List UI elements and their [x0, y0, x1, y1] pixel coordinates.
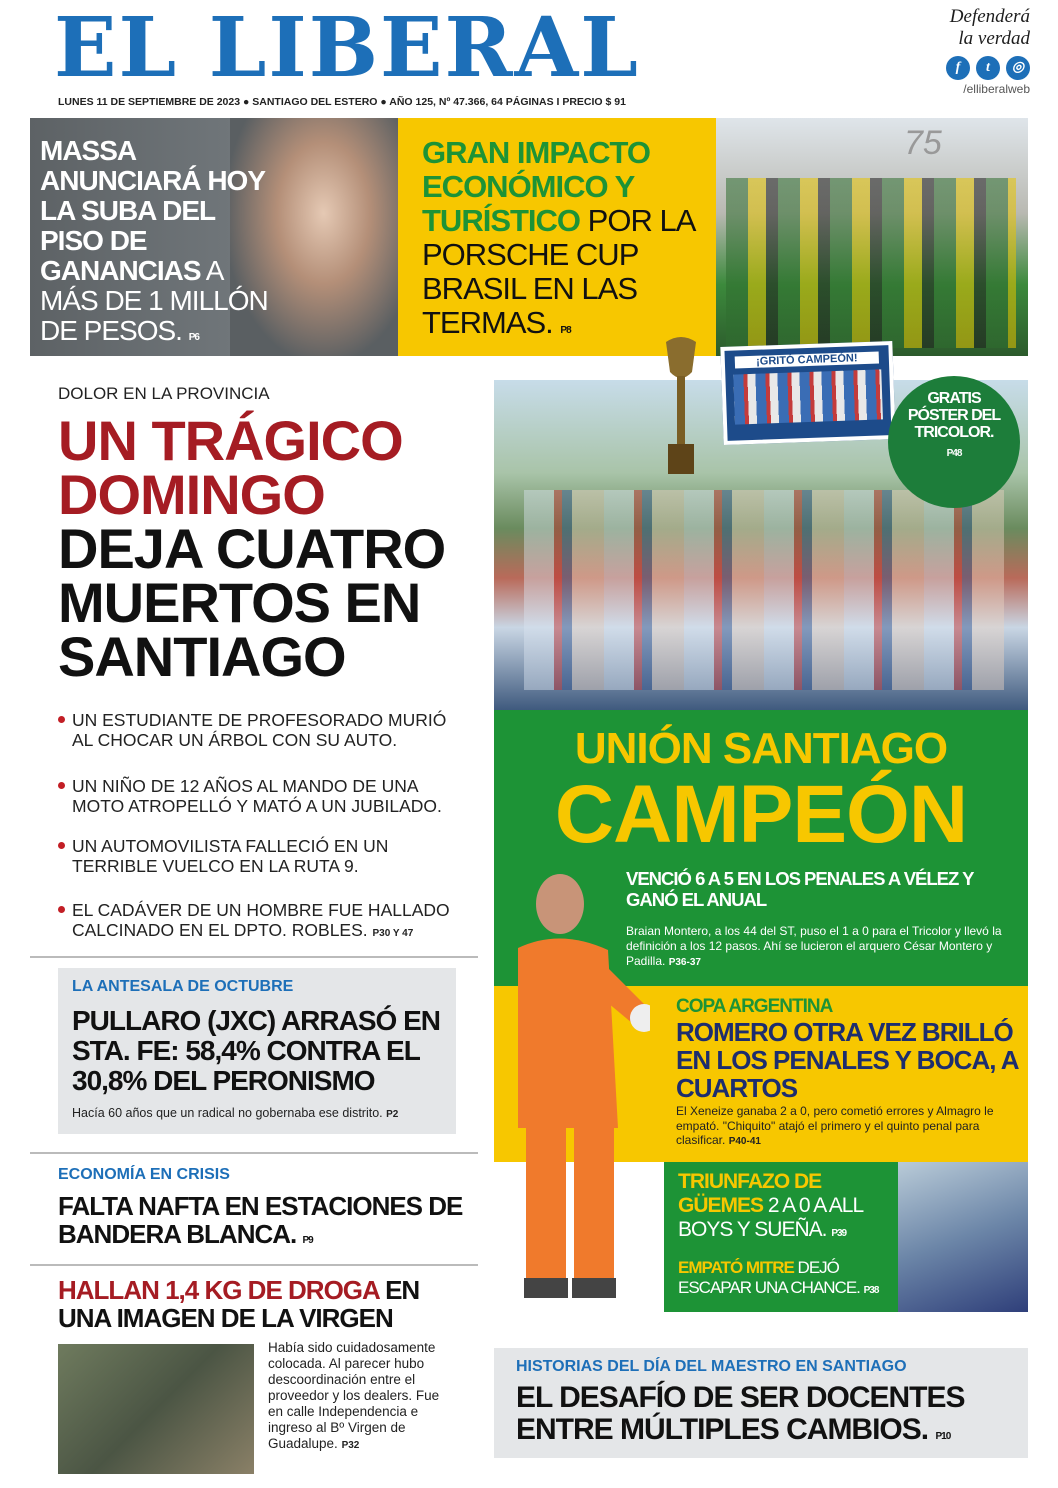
union-page-ref: P36-37: [668, 957, 701, 968]
droga-headline-black: EN UNA IMAGEN DE LA VIRGEN: [58, 1275, 420, 1333]
porsche-headline-dark: POR LA PORSCHE CUP BRASIL EN LAS TERMAS.: [422, 203, 694, 340]
mitre-page-ref: P38: [863, 1285, 879, 1296]
mitre-headline-yellow: EMPATÓ MITRE: [678, 1258, 794, 1277]
maestro-headline: [516, 1382, 1016, 1453]
divider: [30, 1264, 478, 1266]
massa-headline-light: A MÁS DE 1 MILLÓN DE PESOS.: [40, 255, 268, 346]
droga-headline: [58, 1276, 458, 1332]
mitre-headline-white: DEJÓ ESCAPAR UNA CHANCE.: [678, 1258, 860, 1297]
free-poster-badge[interactable]: [888, 376, 1020, 508]
tragic-headline-red: UN TRÁGICO DOMINGO: [58, 409, 403, 526]
goalkeeper-photo: [498, 868, 650, 1320]
tragic-bullet: [58, 900, 453, 944]
maestro-story[interactable]: [494, 1348, 1028, 1458]
anniversary-badge: 75: [904, 124, 942, 162]
droga-body-text: Había sido cuidadosamente colocada. Al parecer hubo descoordinación entre el proveedor y los dealers. Fue en calle Independencia e ingreso al Bº Virgen de Guadalupe.: [268, 1340, 440, 1451]
podium-crowd: [726, 178, 1016, 348]
motto: [900, 6, 1030, 80]
dateline: LUNES 11 DE SEPTIEMBRE DE 2023 ● SANTIAGO DEL ESTERO ● AÑO 125, Nº 47.366, 64 PÁGINAS I PRECIO $ 91: [58, 96, 626, 108]
porsche-page-ref: P8: [560, 325, 571, 336]
union-campeon: CAMPEÓN: [554, 769, 968, 860]
divider: [30, 1152, 478, 1154]
poster-team-photo: [733, 369, 883, 424]
copa-headline: ROMERO OTRA VEZ BRILLÓ EN LOS PENALES Y BOCA, A CUARTOS: [676, 1017, 1018, 1103]
twitter-icon[interactable]: t: [976, 56, 1000, 80]
maestro-headline-text: EL DESAFÍO DE SER DOCENTES ENTRE MÚLTIPLES CAMBIOS.: [516, 1381, 965, 1446]
droga-page-ref: P32: [341, 1440, 360, 1451]
porsche-headline: [422, 136, 712, 348]
pullaro-subtext: Hacía 60 años que un radical no gobernaba ese distrito.: [72, 1106, 383, 1120]
poster-thumbnail[interactable]: [720, 341, 895, 445]
porsche-story[interactable]: [398, 118, 716, 356]
guemes-photo: [898, 1162, 1028, 1312]
guemes-headline: [678, 1170, 898, 1246]
tragic-page-ref: P30 Y 47: [372, 928, 414, 939]
pullaro-page-ref: P2: [386, 1109, 399, 1120]
massa-headline-bold: MASSA ANUNCIARÁ HOY LA SUBA DEL PISO DE GANANCIAS: [40, 135, 265, 286]
tragic-story[interactable]: [30, 370, 470, 960]
copa-body: [676, 1104, 1021, 1150]
massa-story[interactable]: [30, 118, 400, 356]
econ-kicker: ECONOMÍA EN CRISIS: [58, 1166, 230, 1183]
motto-line-2: la verdad: [958, 28, 1030, 49]
pullaro-kicker: LA ANTESALA DE OCTUBRE: [72, 978, 294, 995]
pullaro-story[interactable]: [58, 968, 456, 1134]
facebook-icon[interactable]: f: [946, 56, 970, 80]
newspaper-logo: EL LIBERAL: [54, 0, 640, 96]
droga-photo: [58, 1344, 254, 1474]
tragic-bullet: UN AUTOMOVILISTA FALLECIÓ EN UN TERRIBLE VUELCO EN LA RUTA 9.: [58, 836, 463, 876]
econ-page-ref: P9: [302, 1235, 313, 1246]
copa-page-ref: P40-41: [728, 1136, 761, 1147]
tragic-bullet: UN NIÑO DE 12 AÑOS AL MANDO DE UNA MOTO ATROPELLÓ Y MATÓ A UN JUBILADO.: [58, 776, 463, 816]
social-icons: [900, 56, 1030, 80]
divider: [30, 956, 478, 958]
free-poster-page-ref: P48: [946, 448, 962, 459]
guemes-headline-yellow: TRIUNFAZO DE GÜEMES: [678, 1170, 822, 1217]
union-body-text: Braian Montero, a los 44 del ST, puso el 1 a 0 para el Tricolor y llevó la definición a los 12 pasos. Ahí se lucieron el arquero César Montero y Padilla.: [626, 924, 1002, 968]
mitre-headline: [678, 1258, 898, 1301]
union-body: [626, 924, 1026, 970]
trophy-icon: [658, 332, 704, 482]
droga-headline-red: HALLAN 1,4 KG DE DROGA: [58, 1275, 379, 1305]
pullaro-sub: [72, 1106, 398, 1120]
guemes-page-ref: P39: [831, 1228, 847, 1239]
instagram-icon[interactable]: ◎: [1006, 56, 1030, 80]
porsche-headline-green: GRAN IMPACTO ECONÓMICO Y TURÍSTICO: [422, 135, 650, 238]
union-subheadline: VENCIÓ 6 A 5 EN LOS PENALES A VÉLEZ Y GANÓ EL ANUAL: [626, 868, 974, 910]
masthead: [0, 0, 1058, 120]
union-title: UNIÓN SANTIAGO: [574, 724, 948, 773]
pullaro-headline: PULLARO (JXC) ARRASÓ EN STA. FE: 58,4% CONTRA EL 30,8% DEL PERONISMO: [72, 1005, 440, 1096]
droga-body: [268, 1340, 448, 1454]
droga-story[interactable]: [58, 1272, 468, 1482]
players-group: [524, 490, 1004, 690]
copa-body-text: El Xeneize ganaba 2 a 0, pero cometió errores y Almagro le empató. "Chiquito" atajó el primero y el quinto penal para clasificar.: [676, 1104, 994, 1147]
tragic-headline-black: DEJA CUATRO MUERTOS EN SANTIAGO: [58, 517, 446, 688]
tragic-kicker: DOLOR EN LA PROVINCIA: [58, 384, 270, 403]
social-handle: /elliberalweb: [963, 82, 1030, 96]
guemes-headline-white: 2 A 0 A ALL BOYS Y SUEÑA.: [678, 1194, 863, 1241]
massa-headline: [40, 136, 280, 353]
porsche-podium-photo: [716, 118, 1028, 356]
tragic-bullet: UN ESTUDIANTE DE PROFESORADO MURIÓ AL CHOCAR UN ÁRBOL CON SU AUTO.: [58, 710, 463, 750]
econ-headline: [58, 1192, 468, 1255]
copa-kicker: COPA ARGENTINA: [676, 996, 833, 1017]
maestro-page-ref: P10: [935, 1431, 951, 1442]
econ-headline-text: FALTA NAFTA EN ESTACIONES DE BANDERA BLANCA.: [58, 1191, 463, 1249]
massa-page-ref: P6: [188, 332, 199, 343]
econ-story[interactable]: [58, 1158, 468, 1258]
motto-line-1: Defenderá: [949, 6, 1030, 27]
free-poster-text: GRATIS PÓSTER DEL TRICOLOR.: [907, 390, 1001, 441]
tragic-bullet-text: EL CADÁVER DE UN HOMBRE FUE HALLADO CALCINADO EN EL DPTO. ROBLES.: [72, 900, 450, 940]
poster-banner: ¡GRITÓ CAMPEÓN!: [735, 352, 879, 369]
maestro-kicker: HISTORIAS DEL DÍA DEL MAESTRO EN SANTIAGO: [516, 1358, 907, 1375]
